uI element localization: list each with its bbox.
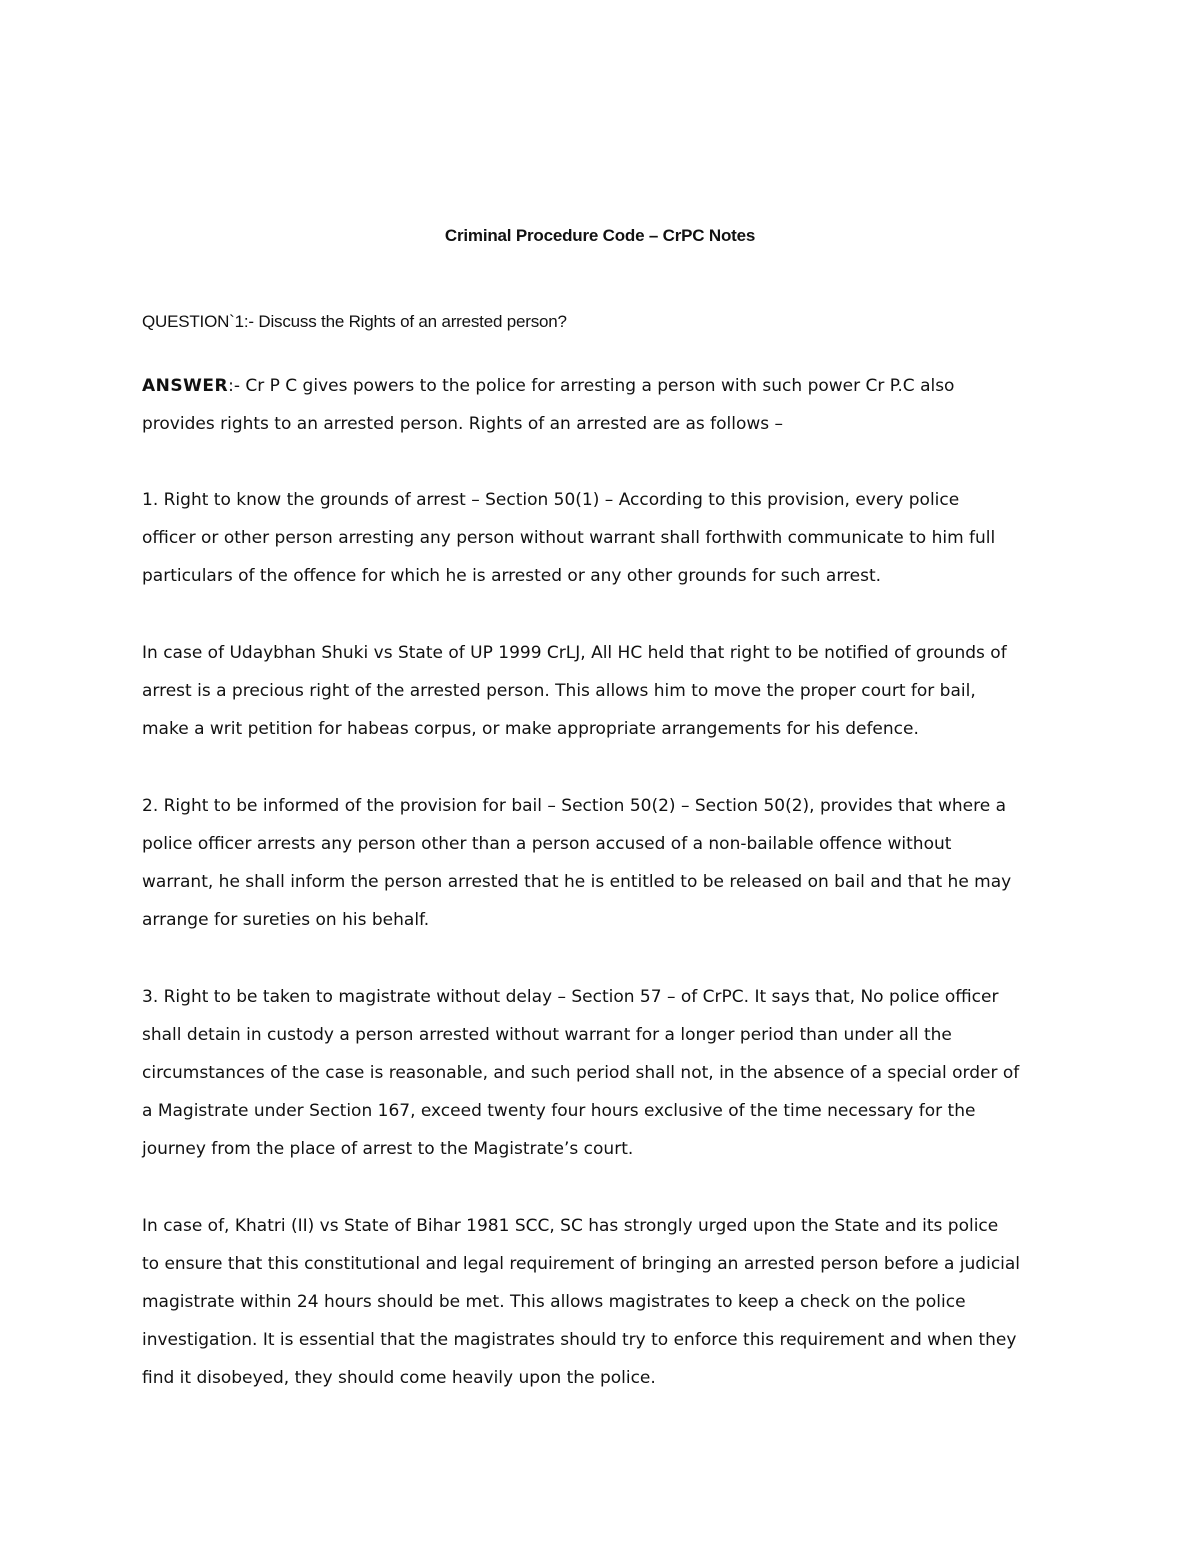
paragraph-udaybhan-case <box>142 634 1072 748</box>
paragraph-khatri-case <box>142 1207 1072 1397</box>
paragraph-line: investigation. It is essential that the magistrates should try to enforce this requirement and when they <box>142 1330 1017 1350</box>
paragraph-line: In case of Udaybhan Shuki vs State of UP 1999 CrLJ, All HC held that right to be notified of grounds of <box>142 643 1007 663</box>
paragraph-line: 3. Right to be taken to magistrate without delay – Section 57 – of CrPC. It says that, No police officer <box>142 987 999 1007</box>
paragraph-line: particulars of the offence for which he is arrested or any other grounds for such arrest. <box>142 566 882 586</box>
answer-line: provides rights to an arrested person. Rights of an arrested are as follows – <box>142 414 784 434</box>
answer-line-text: :- Cr P C gives powers to the police for arresting a person with such power Cr P.C also <box>228 376 955 396</box>
paragraph-right-to-know-grounds <box>142 481 1072 595</box>
paragraph-line: officer or other person arresting any person without warrant shall forthwith communicate to him full <box>142 528 996 548</box>
paragraph-right-to-magistrate <box>142 978 1072 1168</box>
paragraph-line: 1. Right to know the grounds of arrest – Section 50(1) – According to this provision, every police <box>142 490 960 510</box>
paragraph-line: journey from the place of arrest to the Magistrate’s court. <box>142 1139 634 1159</box>
paragraph-line: In case of, Khatri (II) vs State of Bihar 1981 SCC, SC has strongly urged upon the State and its police <box>142 1216 999 1236</box>
paragraph-line: magistrate within 24 hours should be met. This allows magistrates to keep a check on the police <box>142 1292 966 1312</box>
paragraph-line: find it disobeyed, they should come heavily upon the police. <box>142 1368 656 1388</box>
document-title: Criminal Procedure Code – CrPC Notes <box>444 226 756 245</box>
answer-line <box>142 367 1072 405</box>
paragraph-line: shall detain in custody a person arrested without warrant for a longer period than under all the <box>142 1025 952 1045</box>
paragraph-line: make a writ petition for habeas corpus, or make appropriate arrangements for his defence. <box>142 719 919 739</box>
paragraph-line: 2. Right to be informed of the provision for bail – Section 50(2) – Section 50(2), provides that where a <box>142 796 1007 816</box>
paragraph-line: to ensure that this constitutional and legal requirement of bringing an arrested person before a judicial <box>142 1254 1021 1274</box>
question-text: QUESTION`1:- Discuss the Rights of an arrested person? <box>142 312 567 331</box>
paragraph-right-to-bail-info <box>142 787 1072 939</box>
paragraph-line: circumstances of the case is reasonable, and such period shall not, in the absence of a special order of <box>142 1063 1020 1083</box>
paragraph-line: a Magistrate under Section 167, exceed twenty four hours exclusive of the time necessary for the <box>142 1101 976 1121</box>
paragraph-line: arrest is a precious right of the arrested person. This allows him to move the proper court for bail, <box>142 681 976 701</box>
paragraph-line: arrange for sureties on his behalf. <box>142 910 430 930</box>
answer-label: ANSWER <box>142 376 229 396</box>
answer-paragraph <box>142 367 1072 443</box>
paragraph-line: warrant, he shall inform the person arrested that he is entitled to be released on bail and that he may <box>142 872 1012 892</box>
paragraph-line: police officer arrests any person other than a person accused of a non-bailable offence without <box>142 834 952 854</box>
